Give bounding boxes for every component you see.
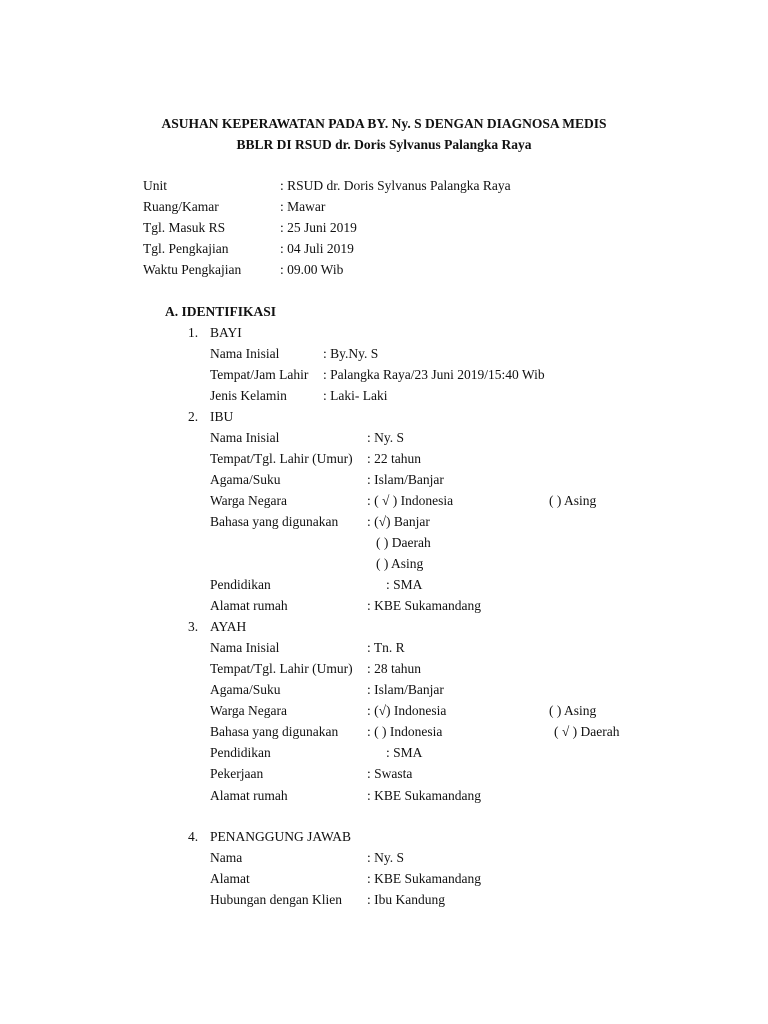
bayi-jk-label: Jenis Kelamin	[210, 388, 287, 403]
ayah-nama-label: Nama Inisial	[210, 640, 280, 655]
penanggung-hubungan-label: Hubungan dengan Klien	[210, 892, 342, 907]
ayah-number: 3.	[188, 619, 199, 634]
ibu-warga-value: : ( √ ) Indonesia	[367, 493, 454, 508]
bayi-ttl-value: : Palangka Raya/23 Juni 2019/15:40 Wib	[323, 367, 545, 382]
ibu-ttl-label: Tempat/Tgl. Lahir (Umur)	[210, 451, 353, 466]
ibu-number: 2.	[188, 409, 199, 424]
ibu-pendidikan-value: : SMA	[386, 577, 423, 592]
waktu-value: : 09.00 Wib	[280, 262, 344, 277]
masuk-label: Tgl. Masuk RS	[143, 220, 226, 235]
penanggung-heading: PENANGGUNG JAWAB	[210, 829, 352, 844]
ayah-bahasa-label: Bahasa yang digunakan	[210, 724, 339, 739]
unit-label: Unit	[143, 178, 168, 193]
penanggung-number: 4.	[188, 829, 199, 844]
ayah-ttl-label: Tempat/Tgl. Lahir (Umur)	[210, 661, 353, 676]
ruang-label: Ruang/Kamar	[143, 199, 219, 214]
document-title-line-1: ASUHAN KEPERAWATAN PADA BY. Ny. S DENGAN DIAGNOSA MEDIS	[161, 116, 607, 131]
ibu-nama-label: Nama Inisial	[210, 430, 280, 445]
pengkajian-value: : 04 Juli 2019	[280, 241, 354, 256]
ayah-agama-label: Agama/Suku	[210, 682, 281, 697]
bayi-jk-value: : Laki- Laki	[323, 388, 388, 403]
ayah-alamat-value: : KBE Sukamandang	[367, 788, 481, 803]
ayah-warga-option-asing: ( ) Asing	[549, 703, 597, 718]
ibu-agama-label: Agama/Suku	[210, 472, 281, 487]
ibu-warga-label: Warga Negara	[210, 493, 287, 508]
masuk-value: : 25 Juni 2019	[280, 220, 357, 235]
bayi-ttl-label: Tempat/Jam Lahir	[210, 367, 309, 382]
document-title-line-2: BBLR DI RSUD dr. Doris Sylvanus Palangka Raya	[236, 137, 532, 152]
section-a-heading: A. IDENTIFIKASI	[165, 304, 277, 319]
ayah-alamat-label: Alamat rumah	[210, 788, 288, 803]
penanggung-nama-value: : Ny. S	[367, 850, 405, 865]
pengkajian-label: Tgl. Pengkajian	[143, 241, 229, 256]
ayah-pekerjaan-value: : Swasta	[367, 766, 413, 781]
ayah-bahasa-value: : ( ) Indonesia	[367, 724, 443, 739]
ibu-bahasa-option-asing: ( ) Asing	[376, 556, 424, 571]
ibu-bahasa-value: : (√) Banjar	[367, 514, 430, 529]
penanggung-alamat-label: Alamat	[210, 871, 250, 886]
unit-value: : RSUD dr. Doris Sylvanus Palangka Raya	[280, 178, 511, 193]
ayah-agama-value: : Islam/Banjar	[367, 682, 444, 697]
ayah-heading: AYAH	[210, 619, 247, 634]
bayi-number: 1.	[188, 325, 199, 340]
ibu-alamat-label: Alamat rumah	[210, 598, 288, 613]
ayah-nama-value: : Tn. R	[367, 640, 405, 655]
ayah-bahasa-option-daerah: ( √ ) Daerah	[554, 724, 620, 739]
penanggung-hubungan-value: : Ibu Kandung	[367, 892, 445, 907]
bayi-nama-value: : By.Ny. S	[323, 346, 379, 361]
ibu-bahasa-option-daerah: ( ) Daerah	[376, 535, 431, 550]
ayah-pekerjaan-label: Pekerjaan	[210, 766, 264, 781]
ayah-pendidikan-label: Pendidikan	[210, 745, 271, 760]
ibu-warga-option-asing: ( ) Asing	[549, 493, 597, 508]
bayi-nama-label: Nama Inisial	[210, 346, 280, 361]
ibu-nama-value: : Ny. S	[367, 430, 405, 445]
ibu-agama-value: : Islam/Banjar	[367, 472, 444, 487]
ayah-warga-value: : (√) Indonesia	[367, 703, 447, 718]
ayah-ttl-value: : 28 tahun	[367, 661, 421, 676]
penanggung-alamat-value: : KBE Sukamandang	[367, 871, 481, 886]
penanggung-nama-label: Nama	[210, 850, 243, 865]
ayah-warga-label: Warga Negara	[210, 703, 287, 718]
waktu-label: Waktu Pengkajian	[143, 262, 242, 277]
bayi-heading: BAYI	[210, 325, 242, 340]
ibu-heading: IBU	[210, 409, 234, 424]
ibu-bahasa-label: Bahasa yang digunakan	[210, 514, 339, 529]
ruang-value: : Mawar	[280, 199, 326, 214]
ibu-ttl-value: : 22 tahun	[367, 451, 421, 466]
ibu-alamat-value: : KBE Sukamandang	[367, 598, 481, 613]
ayah-pendidikan-value: : SMA	[386, 745, 423, 760]
ibu-pendidikan-label: Pendidikan	[210, 577, 271, 592]
